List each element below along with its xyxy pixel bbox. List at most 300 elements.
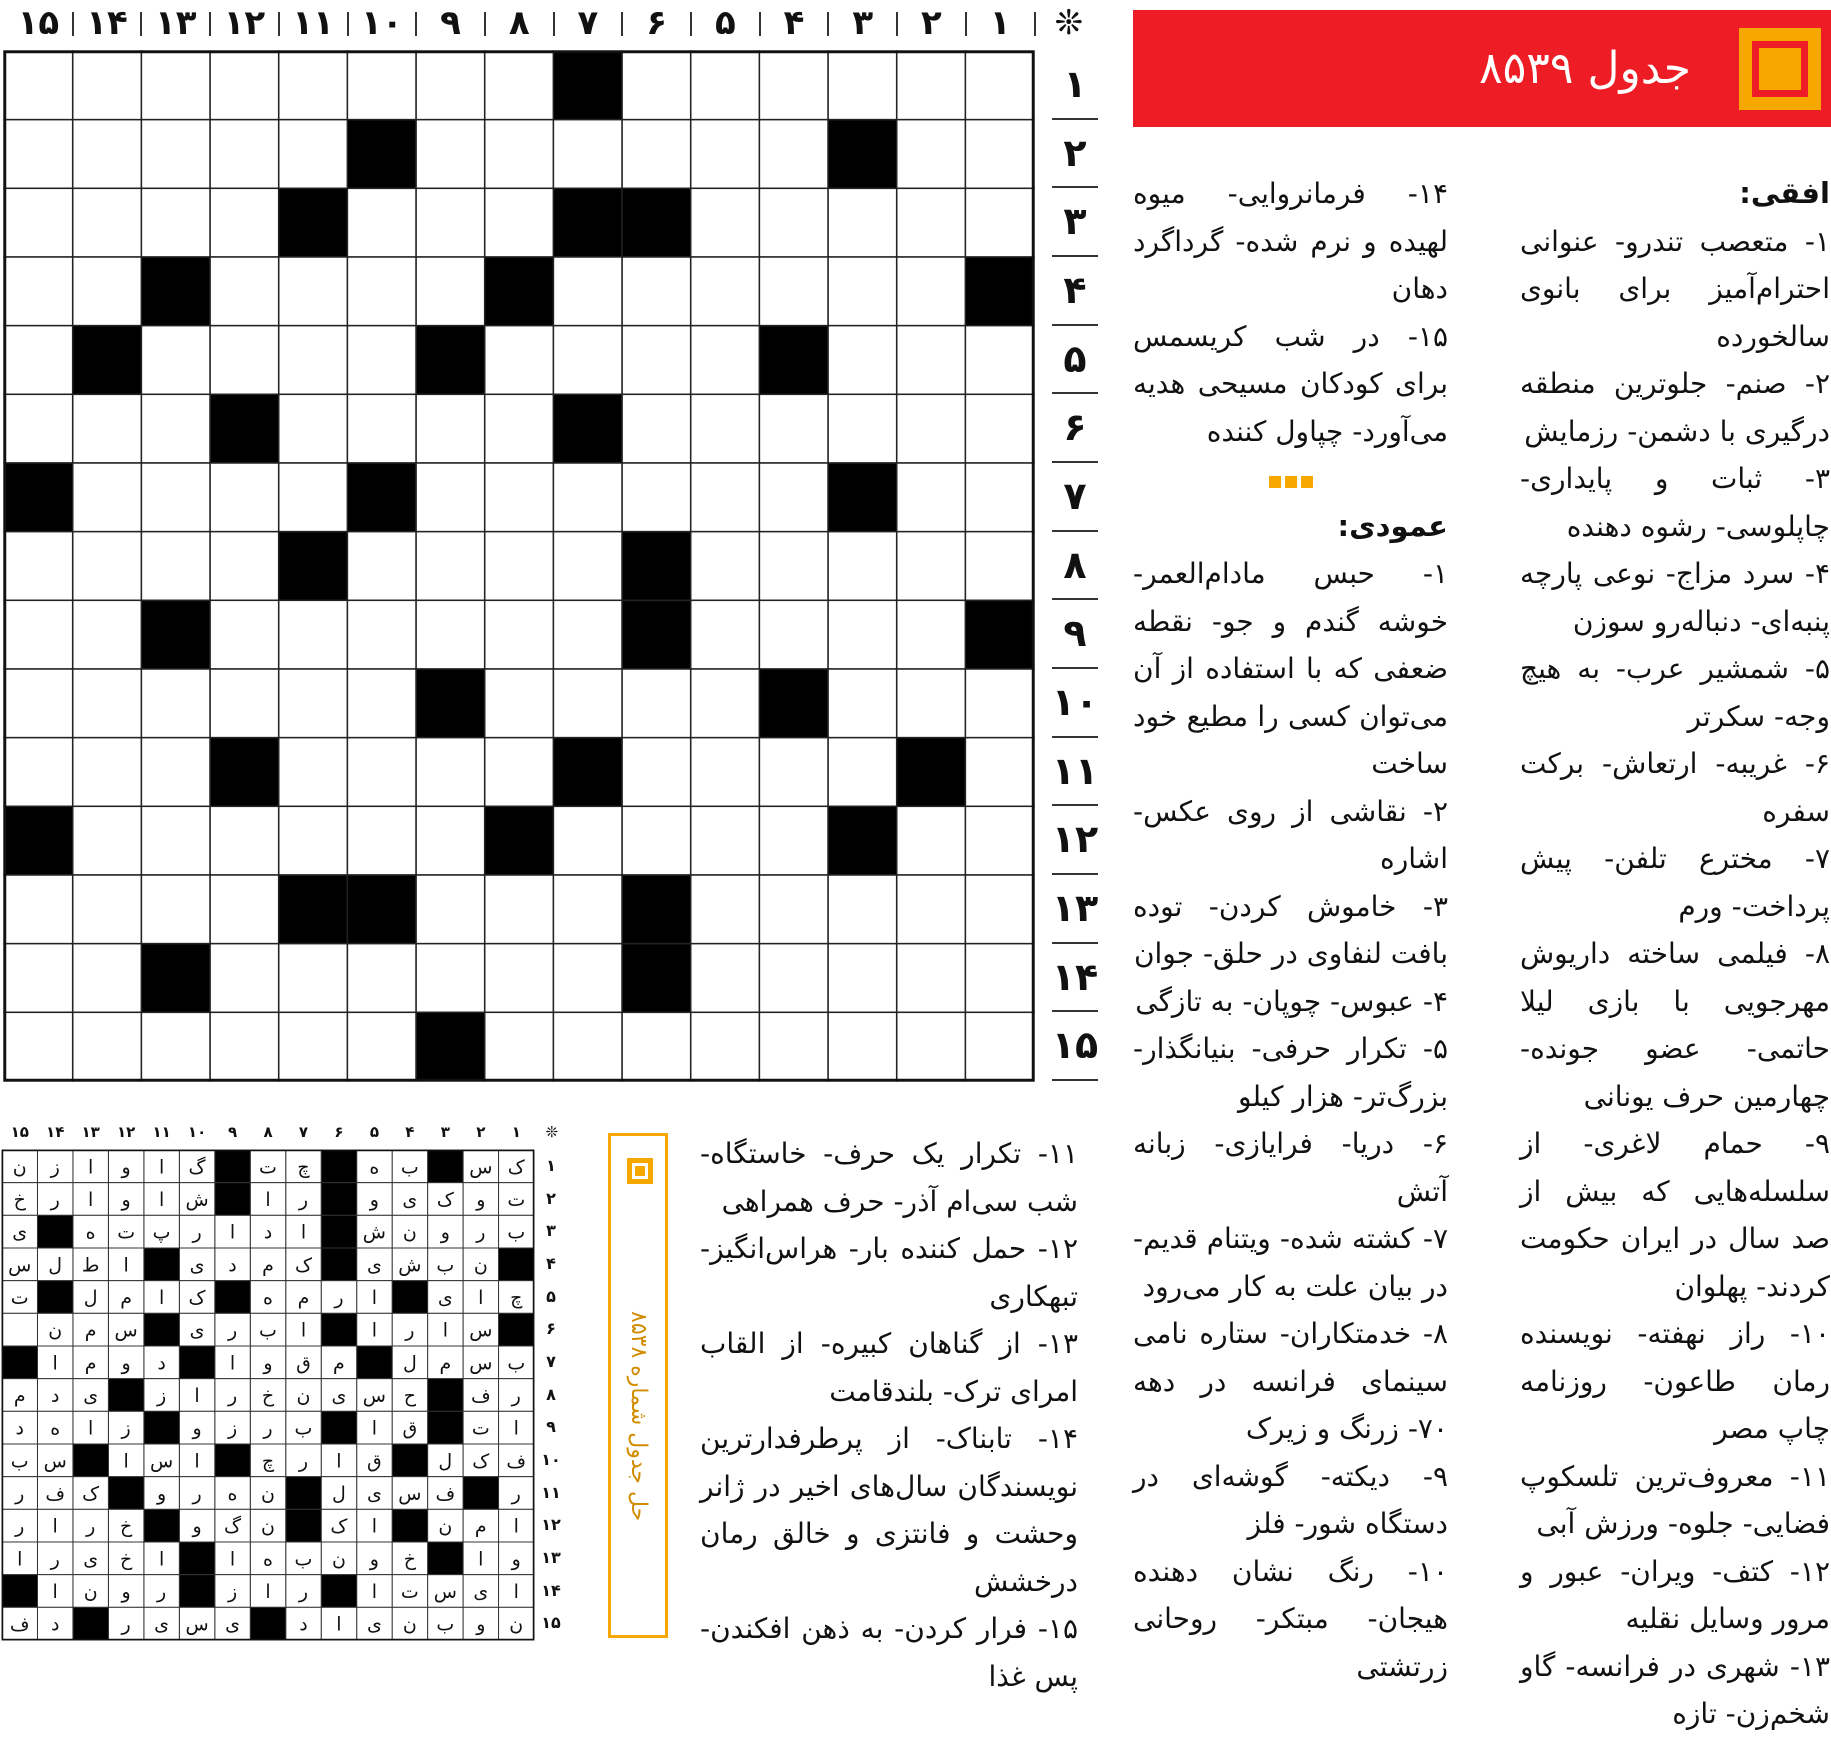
solution-letter: ه <box>369 1156 380 1179</box>
solution-letter: د <box>228 1254 237 1277</box>
solution-letter: ی <box>12 1221 28 1244</box>
grid-cell[interactable] <box>210 326 279 395</box>
solution-letter: م <box>474 1515 487 1538</box>
grid-cell[interactable] <box>759 806 828 875</box>
grid-cell[interactable] <box>485 120 554 189</box>
grid-cell[interactable] <box>897 51 966 120</box>
grid-cell[interactable] <box>553 669 622 738</box>
solution-letter: چ <box>510 1287 523 1309</box>
grid-cell[interactable] <box>828 600 897 669</box>
grid-cell[interactable] <box>553 944 622 1013</box>
black-cell <box>553 394 622 463</box>
grid-cell[interactable] <box>553 875 622 944</box>
grid-cell[interactable] <box>4 188 73 257</box>
grid-cell[interactable] <box>210 1012 279 1081</box>
grid-cell[interactable] <box>691 394 760 463</box>
grid-cell[interactable] <box>622 394 691 463</box>
solution-letter: ل <box>438 1450 453 1473</box>
solution-letter: م <box>13 1385 26 1407</box>
grid-cell[interactable] <box>691 532 760 601</box>
grid-cell[interactable] <box>691 188 760 257</box>
grid-cell[interactable] <box>759 738 828 807</box>
grid-cell[interactable] <box>485 188 554 257</box>
grid-cell[interactable] <box>965 806 1034 875</box>
grid-cell[interactable] <box>965 120 1034 189</box>
solution-letter: ی <box>331 1385 347 1407</box>
grid-cell[interactable] <box>279 600 348 669</box>
grid-cell[interactable] <box>347 738 416 807</box>
solution-letter: ق <box>402 1417 418 1440</box>
grid-cell[interactable] <box>828 188 897 257</box>
grid-cell[interactable] <box>347 257 416 326</box>
grid-cell[interactable] <box>828 669 897 738</box>
grid-cell[interactable] <box>416 188 485 257</box>
grid-cell[interactable] <box>416 394 485 463</box>
grid-cell[interactable] <box>965 188 1034 257</box>
grid-cell[interactable] <box>141 120 210 189</box>
solution-row-number: ۱۰ <box>541 1450 561 1469</box>
solution-black-cell <box>499 1313 534 1346</box>
grid-cell[interactable] <box>965 738 1034 807</box>
grid-cell[interactable] <box>759 1012 828 1081</box>
solution-letter: ش <box>362 1221 387 1244</box>
grid-cell[interactable] <box>485 463 554 532</box>
grid-cell[interactable] <box>897 944 966 1013</box>
black-cell <box>897 738 966 807</box>
horizontal-clue: ۷- مخترع تلفن- پیش پرداخت- ورم <box>1520 842 1830 923</box>
black-cell <box>347 875 416 944</box>
grid-cell[interactable] <box>897 326 966 395</box>
black-cell <box>828 120 897 189</box>
row-number: ۸ <box>1063 542 1087 587</box>
solution-letter: ی <box>83 1385 99 1407</box>
grid-cell[interactable] <box>141 875 210 944</box>
grid-cell[interactable] <box>210 463 279 532</box>
column-separator <box>347 12 349 36</box>
grid-cell[interactable] <box>416 944 485 1013</box>
grid-cell[interactable] <box>485 944 554 1013</box>
grid-cell[interactable] <box>622 257 691 326</box>
solution-letter: ا <box>158 1548 165 1571</box>
grid-cell[interactable] <box>828 257 897 326</box>
grid-cell[interactable] <box>897 120 966 189</box>
grid-cell[interactable] <box>828 944 897 1013</box>
grid-cell[interactable] <box>691 463 760 532</box>
grid-cell[interactable] <box>141 806 210 875</box>
grid-cell[interactable] <box>4 532 73 601</box>
grid-cell[interactable] <box>347 394 416 463</box>
solution-letter: ا <box>158 1189 165 1211</box>
grid-cell[interactable] <box>553 1012 622 1081</box>
grid-cell[interactable] <box>691 257 760 326</box>
grid-cell[interactable] <box>4 944 73 1013</box>
solution-letter: ا <box>513 1581 519 1603</box>
solution-letter: س <box>469 1352 493 1375</box>
grid-cell[interactable] <box>73 51 142 120</box>
grid-cell[interactable] <box>347 532 416 601</box>
solution-letter: ت <box>507 1189 526 1211</box>
solution-letter: ف <box>9 1613 30 1636</box>
column-number: ۶ <box>646 3 668 43</box>
grid-cell[interactable] <box>73 806 142 875</box>
grid-cell[interactable] <box>4 738 73 807</box>
grid-cell[interactable] <box>828 1012 897 1081</box>
grid-cell[interactable] <box>897 257 966 326</box>
grid-cell[interactable] <box>210 188 279 257</box>
grid-cell[interactable] <box>897 669 966 738</box>
grid-cell[interactable] <box>965 1012 1034 1081</box>
grid-cell[interactable] <box>416 875 485 944</box>
solution-letter: ا <box>88 1189 94 1211</box>
grid-cell[interactable] <box>965 944 1034 1013</box>
solution-letter: ا <box>194 1450 200 1473</box>
solution-letter: س <box>469 1156 493 1179</box>
grid-cell[interactable] <box>73 1012 142 1081</box>
crossword-grid[interactable] <box>4 51 1034 1081</box>
grid-cell[interactable] <box>279 738 348 807</box>
solution-letter: ا <box>123 1254 129 1277</box>
solution-letter: م <box>262 1254 274 1277</box>
solution-letter: ی <box>437 1287 453 1309</box>
grid-cell[interactable] <box>553 600 622 669</box>
vertical-clue: ۱۰- رنگ نشان دهنده هیجان- مبتکر- روحانی زرتشتی <box>1133 1554 1448 1683</box>
grid-cell[interactable] <box>897 532 966 601</box>
grid-cell[interactable] <box>759 944 828 1013</box>
grid-cell[interactable] <box>4 1012 73 1081</box>
solution-letter: ا <box>229 1221 236 1244</box>
solution-black-cell <box>144 1509 179 1542</box>
grid-cell[interactable] <box>4 326 73 395</box>
solution-letter: خ <box>120 1515 133 1538</box>
grid-cell[interactable] <box>416 600 485 669</box>
solution-column-number: ۷ <box>298 1123 309 1141</box>
grid-cell[interactable] <box>279 1012 348 1081</box>
grid-cell[interactable] <box>553 463 622 532</box>
grid-cell[interactable] <box>73 600 142 669</box>
grid-cell[interactable] <box>485 51 554 120</box>
grid-cell[interactable] <box>416 463 485 532</box>
solution-row-number: ۱۳ <box>541 1548 561 1567</box>
grid-cell[interactable] <box>691 600 760 669</box>
solution-letter: گ <box>188 1156 206 1179</box>
grid-cell[interactable] <box>4 51 73 120</box>
grid-cell[interactable] <box>485 326 554 395</box>
row-number: ۱۰ <box>1051 680 1099 724</box>
grid-cell[interactable] <box>759 51 828 120</box>
column-number: ۱۴ <box>86 3 128 43</box>
grid-cell[interactable] <box>279 51 348 120</box>
grid-cell[interactable] <box>759 394 828 463</box>
grid-cell[interactable] <box>622 326 691 395</box>
column-separator <box>140 12 142 36</box>
grid-cell[interactable] <box>485 875 554 944</box>
grid-cell[interactable] <box>416 738 485 807</box>
grid-cell[interactable] <box>347 944 416 1013</box>
grid-cell[interactable] <box>691 669 760 738</box>
grid-cell[interactable] <box>553 120 622 189</box>
grid-cell[interactable] <box>73 188 142 257</box>
solution-black-cell <box>428 1150 463 1183</box>
row-number: ۳ <box>1063 199 1087 244</box>
grid-cell[interactable] <box>141 1012 210 1081</box>
column-number: ۱۳ <box>154 3 197 43</box>
grid-cell[interactable] <box>485 600 554 669</box>
grid-cell[interactable] <box>141 738 210 807</box>
grid-cell[interactable] <box>759 120 828 189</box>
grid-cell[interactable] <box>141 669 210 738</box>
solution-letter: خ <box>120 1548 133 1571</box>
solution-letter: ن <box>331 1548 346 1571</box>
grid-cell[interactable] <box>347 806 416 875</box>
grid-cell[interactable] <box>759 600 828 669</box>
grid-cell[interactable] <box>828 738 897 807</box>
solution-letter: خ <box>261 1385 275 1407</box>
grid-cell[interactable] <box>416 532 485 601</box>
grid-cell[interactable] <box>73 944 142 1013</box>
grid-cell[interactable] <box>897 875 966 944</box>
solution-letter: و <box>476 1613 486 1636</box>
grid-cell[interactable] <box>347 51 416 120</box>
horizontal-clue: ۶- غریبه- ارتعاش- برکت سفره <box>1520 747 1830 828</box>
grid-cell[interactable] <box>965 875 1034 944</box>
solution-letter: س <box>43 1450 67 1473</box>
grid-cell[interactable] <box>210 875 279 944</box>
row-number: ۱۴ <box>1051 954 1099 999</box>
solution-black-cell <box>321 1575 356 1608</box>
column-number-header <box>0 0 1092 46</box>
grid-cell[interactable] <box>347 600 416 669</box>
solution-letter: ن <box>438 1515 453 1538</box>
grid-cell[interactable] <box>210 806 279 875</box>
solution-column-number: ۵ <box>369 1123 379 1141</box>
grid-cell[interactable] <box>73 257 142 326</box>
grid-cell[interactable] <box>485 669 554 738</box>
row-number: ۷ <box>1063 474 1087 518</box>
grid-cell[interactable] <box>279 806 348 875</box>
solution-letter: د <box>299 1613 308 1636</box>
grid-cell[interactable] <box>622 806 691 875</box>
grid-cell[interactable] <box>416 257 485 326</box>
grid-cell[interactable] <box>553 326 622 395</box>
solution-letter: ر <box>476 1221 486 1244</box>
grid-cell[interactable] <box>965 669 1034 738</box>
grid-cell[interactable] <box>965 532 1034 601</box>
grid-cell[interactable] <box>141 394 210 463</box>
black-cell <box>553 51 622 120</box>
grid-cell[interactable] <box>4 875 73 944</box>
grid-cell[interactable] <box>897 806 966 875</box>
solution-letter: س <box>185 1613 209 1636</box>
grid-cell[interactable] <box>416 51 485 120</box>
grid-cell[interactable] <box>828 51 897 120</box>
solution-letter: خ <box>13 1189 26 1211</box>
grid-cell[interactable] <box>622 669 691 738</box>
solution-letter: ز <box>121 1417 131 1440</box>
puzzle-title-banner <box>1133 10 1831 127</box>
grid-cell[interactable] <box>691 944 760 1013</box>
grid-cell[interactable] <box>897 463 966 532</box>
grid-cell[interactable] <box>897 600 966 669</box>
solution-letter: س <box>469 1319 493 1342</box>
grid-cell[interactable] <box>141 326 210 395</box>
solution-letter: و <box>121 1189 131 1211</box>
grid-cell[interactable] <box>347 669 416 738</box>
grid-cell[interactable] <box>210 944 279 1013</box>
solution-letter: ا <box>194 1385 200 1407</box>
grid-cell[interactable] <box>347 188 416 257</box>
black-cell <box>210 394 279 463</box>
grid-cell[interactable] <box>279 394 348 463</box>
black-cell <box>279 532 348 601</box>
grid-cell[interactable] <box>416 120 485 189</box>
grid-cell[interactable] <box>279 326 348 395</box>
grid-cell[interactable] <box>416 806 485 875</box>
grid-cell[interactable] <box>73 463 142 532</box>
solution-letter: ب <box>507 1221 526 1244</box>
grid-cell[interactable] <box>210 532 279 601</box>
solution-letter: ی <box>473 1581 489 1603</box>
grid-cell[interactable] <box>759 257 828 326</box>
horizontal-clue: ۹- حمام لاغری- از سلسله‌هایی که بیش از صد سال در ایران حکومت کردند- پهلوان <box>1520 1127 1830 1303</box>
solution-letter: ی <box>189 1319 205 1342</box>
grid-cell[interactable] <box>141 532 210 601</box>
grid-cell[interactable] <box>622 463 691 532</box>
grid-cell[interactable] <box>485 1012 554 1081</box>
grid-cell[interactable] <box>73 875 142 944</box>
grid-cell[interactable] <box>4 120 73 189</box>
solution-row-number: ۱ <box>546 1156 556 1175</box>
black-cell <box>622 944 691 1013</box>
solution-letter: ر <box>511 1483 521 1505</box>
horizontal-clue: ۸- فیلمی ساخته داریوش مهرجویی با بازی لیلا حاتمی- عضو جونده- چهارمین حرف یونانی <box>1520 937 1830 1113</box>
grid-cell[interactable] <box>691 806 760 875</box>
grid-cell[interactable] <box>141 51 210 120</box>
grid-cell[interactable] <box>965 51 1034 120</box>
solution-letter: ک <box>472 1450 490 1473</box>
black-cell <box>622 188 691 257</box>
grid-cell[interactable] <box>73 532 142 601</box>
solution-black-cell <box>144 1411 179 1444</box>
grid-cell[interactable] <box>485 532 554 601</box>
solution-letter: ب <box>294 1417 313 1440</box>
grid-cell[interactable] <box>553 532 622 601</box>
grid-cell[interactable] <box>210 257 279 326</box>
grid-cell[interactable] <box>279 944 348 1013</box>
grid-cell[interactable] <box>897 188 966 257</box>
solution-letter: م <box>120 1287 133 1309</box>
solution-letter: ن <box>473 1254 488 1277</box>
grid-cell[interactable] <box>210 120 279 189</box>
vertical-clue: ۱- حبس مادام‌العمر- خوشه گندم و جو- نقطه ضعفی که با استفاده از آن می‌توان کسی را مطیع خود ساخت <box>1133 557 1448 780</box>
grid-cell[interactable] <box>553 257 622 326</box>
solution-row-number: ۱۴ <box>541 1580 561 1600</box>
grid-cell[interactable] <box>4 600 73 669</box>
solution-letter: ن <box>296 1385 311 1407</box>
grid-cell[interactable] <box>73 394 142 463</box>
grid-cell[interactable] <box>279 669 348 738</box>
solution-letter: ت <box>400 1581 419 1603</box>
solution-letter: و <box>476 1189 486 1211</box>
grid-cell[interactable] <box>347 1012 416 1081</box>
grid-cell[interactable] <box>828 875 897 944</box>
grid-cell[interactable] <box>141 463 210 532</box>
grid-cell[interactable] <box>347 326 416 395</box>
grid-cell[interactable] <box>622 51 691 120</box>
grid-cell[interactable] <box>759 875 828 944</box>
grid-cell[interactable] <box>691 875 760 944</box>
grid-cell[interactable] <box>691 51 760 120</box>
grid-cell[interactable] <box>485 394 554 463</box>
solution-letter: ی <box>366 1613 382 1636</box>
solution-letter: ا <box>371 1515 378 1538</box>
solution-letter: ی <box>402 1189 418 1211</box>
grid-cell[interactable] <box>965 326 1034 395</box>
black-cell <box>553 188 622 257</box>
grid-cell[interactable] <box>828 532 897 601</box>
black-cell <box>4 806 73 875</box>
grid-cell[interactable] <box>759 188 828 257</box>
grid-cell[interactable] <box>759 532 828 601</box>
solution-corner-symbol-icon: ❊ <box>545 1123 559 1141</box>
solution-letter: ن <box>48 1319 63 1342</box>
grid-cell[interactable] <box>691 1012 760 1081</box>
column-separator <box>209 12 211 36</box>
grid-cell[interactable] <box>553 806 622 875</box>
grid-cell[interactable] <box>210 51 279 120</box>
solution-row-number: ۱۵ <box>541 1613 561 1633</box>
grid-cell[interactable] <box>691 326 760 395</box>
grid-cell[interactable] <box>828 394 897 463</box>
solution-letter: ا <box>300 1221 307 1244</box>
black-cell <box>965 600 1034 669</box>
grid-cell[interactable] <box>141 188 210 257</box>
grid-cell[interactable] <box>965 394 1034 463</box>
grid-cell[interactable] <box>485 738 554 807</box>
grid-cell[interactable] <box>4 669 73 738</box>
grid-cell[interactable] <box>897 1012 966 1081</box>
grid-cell[interactable] <box>622 1012 691 1081</box>
solution-letter: ز <box>227 1417 238 1440</box>
grid-cell[interactable] <box>622 738 691 807</box>
grid-cell[interactable] <box>691 120 760 189</box>
grid-cell[interactable] <box>4 257 73 326</box>
grid-cell[interactable] <box>759 463 828 532</box>
row-separator <box>1052 1079 1098 1081</box>
grid-cell[interactable] <box>210 669 279 738</box>
solution-black-cell <box>357 1346 392 1379</box>
grid-cell[interactable] <box>279 257 348 326</box>
solution-black-cell <box>428 1379 463 1412</box>
grid-cell[interactable] <box>622 120 691 189</box>
horizontal-clue: ۱۰- راز نهفته- نویسنده رمان طاعون- روزنامه چاپ مصر <box>1520 1317 1830 1445</box>
grid-cell[interactable] <box>279 463 348 532</box>
grid-cell[interactable] <box>73 738 142 807</box>
grid-cell[interactable] <box>4 394 73 463</box>
grid-cell[interactable] <box>897 394 966 463</box>
grid-cell[interactable] <box>691 738 760 807</box>
grid-cell[interactable] <box>73 669 142 738</box>
solution-letter: خ <box>403 1548 416 1571</box>
grid-cell[interactable] <box>279 120 348 189</box>
grid-cell[interactable] <box>965 463 1034 532</box>
solution-black-cell <box>144 1313 179 1346</box>
solution-letter: ر <box>50 1548 60 1571</box>
clue-column-right <box>1520 170 1830 1738</box>
solution-column-number: ۳ <box>440 1123 450 1141</box>
grid-cell[interactable] <box>828 326 897 395</box>
grid-cell[interactable] <box>210 600 279 669</box>
grid-cell[interactable] <box>73 120 142 189</box>
